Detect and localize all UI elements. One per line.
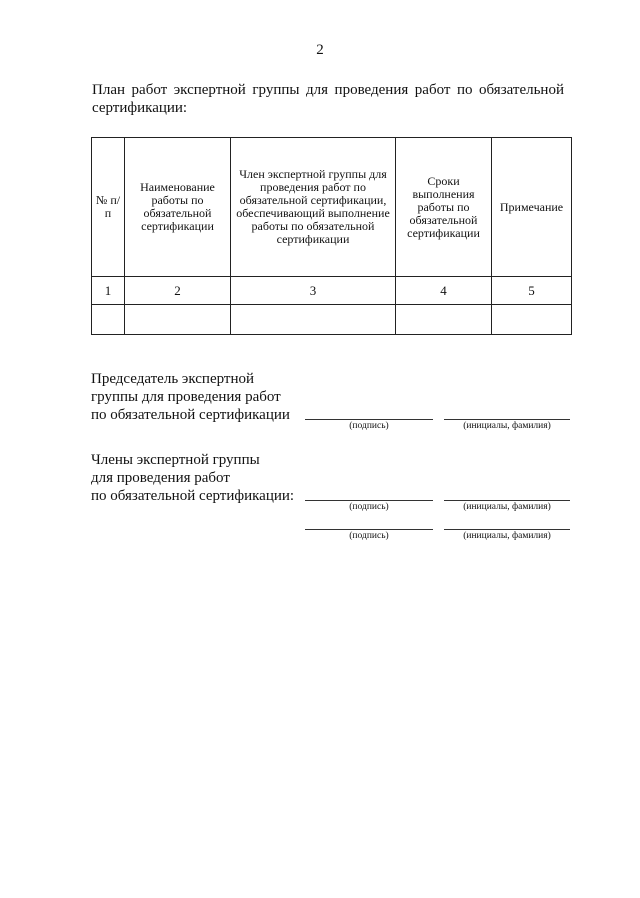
chairman-label-line: Председатель экспертной (91, 371, 255, 387)
column-number-1: 1 (92, 277, 125, 305)
column-number-2: 2 (125, 277, 231, 305)
header-cell-number: № п/п (92, 138, 125, 277)
chairman-name-line (444, 419, 570, 420)
member-signature-line (305, 500, 433, 501)
table-cell (492, 305, 572, 335)
members-label-line: для проведения работ (91, 470, 230, 486)
table-cell (92, 305, 125, 335)
page-number: 2 (316, 42, 324, 58)
table-column-number-row (92, 277, 572, 305)
member-name-line (444, 529, 570, 530)
plan-title-line-2: сертификации: (92, 100, 188, 116)
members-label-line: Члены экспертной группы (91, 452, 260, 468)
column-number-4: 4 (396, 277, 492, 305)
header-cell-deadlines: Сроки выполнения работы по обязательной сертификации (396, 138, 492, 277)
member-name-caption: (инициалы, фамилия) (463, 531, 551, 541)
table-cell (396, 305, 492, 335)
plan-title (92, 81, 564, 117)
plan-table (91, 137, 572, 335)
member-name-line (444, 500, 570, 501)
members-label (91, 451, 294, 505)
chairman-name-caption: (инициалы, фамилия) (463, 421, 551, 431)
table-row (92, 305, 572, 335)
member-signature-line (305, 529, 433, 530)
chairman-signature-caption: (подпись) (349, 421, 389, 431)
table-cell (231, 305, 396, 335)
table-cell (125, 305, 231, 335)
column-number-5: 5 (492, 277, 572, 305)
header-cell-note: Примечание (492, 138, 572, 277)
header-cell-expert-member: Член экспертной группы для проведения работ по обязательной сертификации, обеспечивающий выполнение работы по обязательной сертификации (231, 138, 396, 277)
chairman-signature-line (305, 419, 433, 420)
member-name-caption: (инициалы, фамилия) (463, 502, 551, 512)
plan-title-line-1: План работ экспертной группы для проведения работ по обязательной (92, 82, 564, 98)
column-number-3: 3 (231, 277, 396, 305)
chairman-label-line: по обязательной сертификации (91, 407, 290, 423)
member-signature-caption: (подпись) (349, 502, 389, 512)
chairman-label-line: группы для проведения работ (91, 389, 281, 405)
member-signature-caption: (подпись) (349, 531, 389, 541)
header-cell-work-name: Наименование работы по обязательной сертификации (125, 138, 231, 277)
table-header-row (92, 138, 572, 277)
members-label-line: по обязательной сертификации: (91, 488, 295, 504)
chairman-label (91, 370, 290, 424)
